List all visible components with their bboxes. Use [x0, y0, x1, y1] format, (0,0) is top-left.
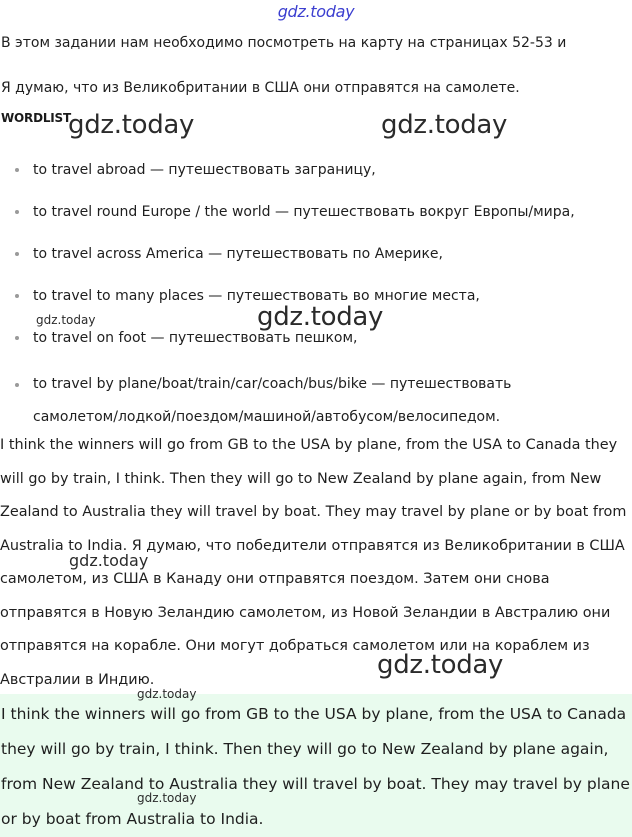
wordlist — [0, 158, 632, 434]
bullet-icon — [15, 168, 19, 172]
list-item — [0, 158, 632, 200]
watermark: gdz.today — [68, 110, 195, 140]
list-item — [0, 284, 632, 326]
wordlist-heading: WORDLIST — [1, 111, 71, 125]
list-item-text: to travel on foot — путешествовать пешком, — [33, 330, 358, 346]
bullet-icon — [15, 252, 19, 256]
list-item-text-continued: самолетом/лодкой/поездом/машиной/автобусом/велосипедом. — [33, 409, 501, 425]
list-item-text: to travel round Europe / the world — путешествовать вокруг Европы/мира, — [33, 204, 575, 220]
highlighted-answer-text: I think the winners will go from GB to the USA by plane, from the USA to Canada they will go by train, I think. Then they will go to New Zealand by plane again, from New Zealand to Australia they will travel by boat. They may travel by plane or by boat from Australia to India. — [1, 705, 630, 828]
list-item — [0, 242, 632, 284]
list-item-text: to travel by plane/boat/train/car/coach/bus/bike — путешествовать — [33, 376, 512, 392]
intro-line-1: В этом задании нам необходимо посмотреть на карту на страницах 52-53 и — [1, 35, 567, 51]
bullet-icon — [15, 336, 19, 340]
watermark: gdz.today — [137, 687, 197, 701]
watermark: gdz.today — [257, 302, 384, 332]
list-item-text: to travel abroad — путешествовать заграницу, — [33, 162, 376, 178]
list-item-text: to travel across America — путешествовать по Америке, — [33, 246, 443, 262]
site-logo[interactable]: gdz.today — [277, 2, 355, 21]
bullet-icon — [15, 210, 19, 214]
intro-line-2: Я думаю, что из Великобритании в США они отправятся на самолете. — [1, 80, 520, 96]
list-item — [0, 326, 632, 368]
bullet-icon — [15, 383, 19, 387]
answer-text: I think the winners will go from GB to the USA by plane, from the USA to Canada they will go by train, I think. Then they will go to New Zealand by plane again, from New Zealand to Australia they will travel by boat. They may travel by plane or by boat from Australia to India. Я думаю, что победители отправятся из Великобритании в США самолетом, из США в Канаду они отправятся поездом. Затем они снова отправятся в Новую Зеландию самолетом, из Новой Зеландии в Австралию они отправятся на корабле. Они могут добраться самолетом или на кораблем из Австралии в Индию. — [0, 437, 627, 688]
list-item — [0, 368, 632, 434]
list-item — [0, 200, 632, 242]
watermark: gdz.today — [137, 791, 197, 805]
bullet-icon — [15, 294, 19, 298]
highlighted-answer-box — [0, 694, 632, 837]
watermark: gdz.today — [377, 650, 504, 680]
watermark: gdz.today — [36, 313, 96, 327]
list-item-text: to travel to many places — путешествовать во многие места, — [33, 288, 480, 304]
watermark: gdz.today — [381, 110, 508, 140]
watermark: gdz.today — [69, 551, 149, 570]
